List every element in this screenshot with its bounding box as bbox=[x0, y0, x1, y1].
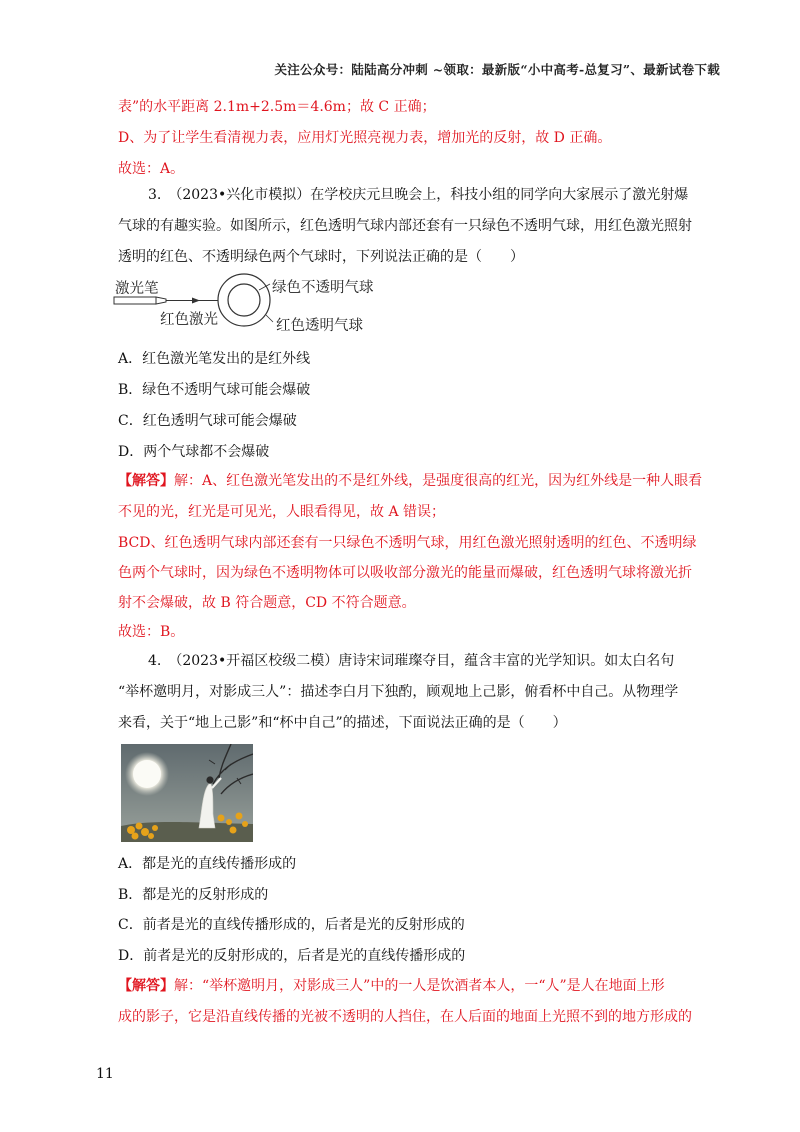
q4-option-c: C．前者是光的直线传播形成的，后者是光的反射形成的 bbox=[118, 917, 465, 933]
laser-pen-tip bbox=[156, 297, 166, 304]
q3-answer: 故选：B。 bbox=[118, 624, 185, 640]
q4-stem-line-2: “举杯邀明月，对影成三人”：描述李白月下独酌，顾观地上己影，俯看杯中自己。从物理学 bbox=[118, 684, 679, 700]
q3-option-c: C．红色透明气球可能会爆破 bbox=[118, 413, 297, 429]
q3-solution-line-5: 射不会爆破，故 B 符合题意，CD 不符合题意。 bbox=[118, 595, 416, 611]
label-green-balloon: 绿色不透明气球 bbox=[272, 280, 374, 296]
poet-head bbox=[206, 776, 213, 783]
q3-option-b: B．绿色不透明气球可能会爆破 bbox=[118, 382, 311, 398]
q3-solution-line-3: BCD、红色透明气球内部还套有一只绿色不透明气球，用红色激光照射透明的红色、不透明绿 bbox=[118, 535, 697, 551]
laser-pen-body bbox=[114, 297, 156, 304]
moonlight-poet-image bbox=[121, 744, 253, 842]
page-number: 11 bbox=[96, 1066, 114, 1082]
q3-solution-line-1 bbox=[118, 471, 702, 491]
q4-option-d: D．前者是光的反射形成的，后者是光的直线传播形成的 bbox=[118, 948, 466, 964]
q3-solution-line-4: 色两个气球时，因为绿色不透明物体可以吸收部分激光的能量而爆破，红色透明气球将激光折 bbox=[118, 565, 692, 581]
q4-solution-text-1: 解：“举杯邀明月，对影成三人”中的一人是饮酒者本人，一“人”是人在地面上形 bbox=[174, 978, 665, 994]
q4-option-b: B．都是光的反射形成的 bbox=[118, 887, 269, 903]
label-red-balloon: 红色透明气球 bbox=[276, 318, 363, 334]
prev-answer: 故选：A。 bbox=[118, 161, 185, 177]
label-red-laser: 红色激光 bbox=[160, 312, 218, 328]
moon bbox=[133, 760, 161, 788]
q4-solution-line-2: 成的影子，它是沿直线传播的光被不透明的人挡住，在人后面的地面上光照不到的地方形成的 bbox=[118, 1009, 692, 1025]
page-header: 关注公众号：陆陆高分冲刺 ~领取：最新版“小中高考-总复习”、最新试卷下载 bbox=[274, 62, 720, 77]
q3-option-d: D．两个气球都不会爆破 bbox=[118, 444, 270, 460]
prev-solution-line-1: 表”的水平距离 2.1m+2.5m＝4.6m；故 C 正确； bbox=[118, 99, 436, 115]
q4-stem-line-3: 来看，关于“地上己影”和“杯中自己”的描述，下面说法正确的是（ ） bbox=[118, 715, 567, 731]
q3-stem-line-1: 3. （2023•兴化市模拟）在学校庆元旦晚会上，科技小组的同学向大家展示了激光射爆 bbox=[148, 187, 689, 203]
red-transparent-balloon bbox=[218, 274, 270, 326]
laser-beam-arrow bbox=[192, 298, 200, 304]
label-laser-pen: 激光笔 bbox=[115, 281, 159, 297]
q3-option-a: A．红色激光笔发出的是红外线 bbox=[118, 351, 311, 367]
q4-illustration bbox=[121, 744, 253, 842]
q3-solution-line-2: 不见的光，红光是可见光，人眼看得见，故 A 错误； bbox=[118, 504, 446, 520]
leader-line-red bbox=[266, 315, 273, 322]
q4-solution-line-1 bbox=[118, 976, 665, 996]
q4-solution-tag: 【解答】 bbox=[118, 978, 174, 994]
q3-stem-line-2: 气球的有趣实验。如图所示，红色透明气球内部还套有一只绿色不透明气球，用红色激光照射 bbox=[118, 218, 692, 234]
q3-solution-text-1: 解：A、红色激光笔发出的不是红外线，是强度很高的红光，因为红外线是一种人眼看 bbox=[174, 473, 703, 489]
q4-option-a: A．都是光的直线传播形成的 bbox=[118, 856, 297, 872]
q3-stem-line-3: 透明的红色、不透明绿色两个气球时，下列说法正确的是（ ） bbox=[118, 249, 524, 265]
prev-solution-line-2: D、为了让学生看清视力表，应用灯光照亮视力表，增加光的反射，故 D 正确。 bbox=[118, 130, 612, 146]
green-opaque-balloon bbox=[228, 284, 260, 316]
q4-stem-line-1: 4. （2023•开福区校级二模）唐诗宋词璀璨夺目，蕴含丰富的光学知识。如太白名句 bbox=[148, 653, 675, 669]
q3-solution-tag: 【解答】 bbox=[118, 473, 174, 489]
